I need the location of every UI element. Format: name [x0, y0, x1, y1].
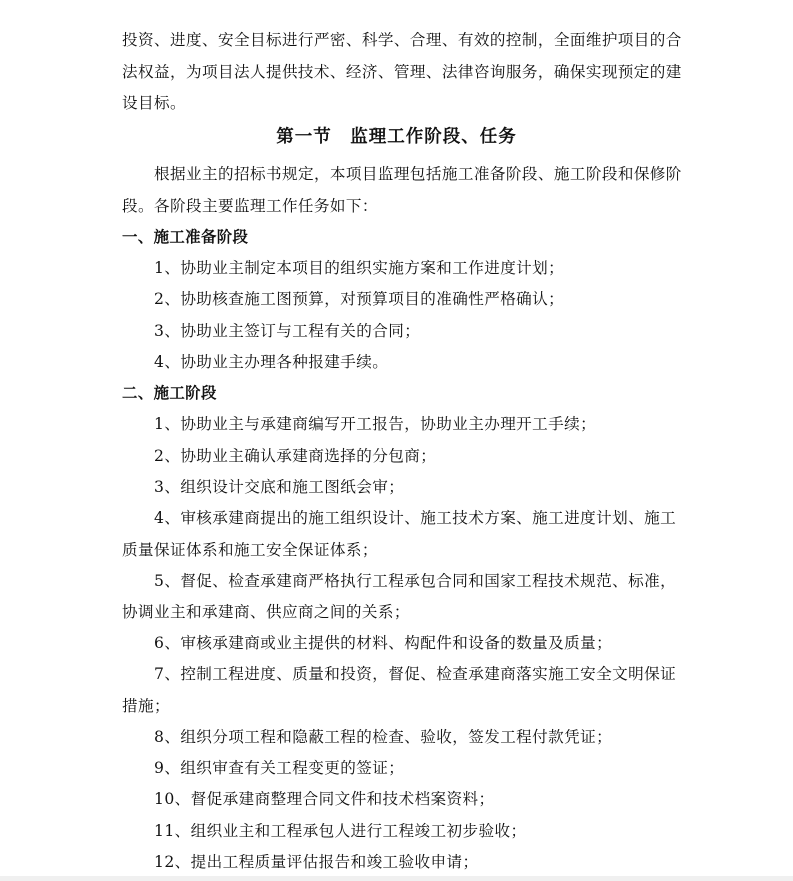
construction-item-1: 1、协助业主与承建商编写开工报告，协助业主办理开工手续； — [154, 415, 597, 433]
construction-item-4-cont: 质量保证体系和施工安全保证体系； — [122, 541, 378, 559]
construction-item-7-cont: 措施； — [122, 697, 170, 715]
page-bottom-edge — [0, 876, 793, 881]
construction-item-9: 9、组织审查有关工程变更的签证； — [154, 759, 405, 777]
construction-item-11: 11、组织业主和工程承包人进行工程竣工初步验收； — [154, 822, 527, 840]
construction-item-12: 12、提出工程质量评估报告和竣工验收申请； — [154, 853, 479, 871]
section-desc-line-1: 根据业主的招标书规定，本项目监理包括施工准备阶段、施工阶段和保修阶 — [154, 165, 682, 183]
prep-item-2: 2、协助核查施工图预算，对预算项目的准确性严格确认； — [154, 290, 565, 308]
intro-line-2: 法权益，为项目法人提供技术、经济、管理、法律咨询服务，确保实现预定的建 — [122, 63, 682, 81]
construction-item-5: 5、督促、检查承建商严格执行工程承包合同和国家工程技术规范、标准， — [154, 572, 677, 590]
prep-item-1: 1、协助业主制定本项目的组织实施方案和工作进度计划； — [154, 259, 565, 277]
construction-item-2: 2、协助业主确认承建商选择的分包商； — [154, 447, 437, 465]
intro-line-3: 设目标。 — [122, 94, 186, 112]
construction-stage-heading: 二、施工阶段 — [122, 384, 217, 402]
construction-item-5-cont: 协调业主和承建商、供应商之间的关系； — [122, 603, 410, 621]
section-title: 第一节 监理工作阶段、任务 — [276, 127, 517, 147]
prep-item-4: 4、协助业主办理各种报建手续。 — [154, 353, 389, 371]
construction-item-6: 6、审核承建商或业主提供的材料、构配件和设备的数量及质量； — [154, 634, 613, 652]
prep-item-3: 3、协助业主签订与工程有关的合同； — [154, 322, 421, 340]
prep-stage-heading: 一、施工准备阶段 — [122, 228, 249, 246]
construction-item-10: 10、督促承建商整理合同文件和技术档案资料； — [154, 790, 495, 808]
construction-item-8: 8、组织分项工程和隐蔽工程的检查、验收，签发工程付款凭证； — [154, 728, 613, 746]
section-desc-line-2: 段。各阶段主要监理工作任务如下： — [122, 197, 378, 215]
construction-item-7: 7、控制工程进度、质量和投资，督促、检查承建商落实施工安全文明保证 — [154, 665, 677, 683]
construction-item-4: 4、审核承建商提出的施工组织设计、施工技术方案、施工进度计划、施工 — [154, 509, 677, 527]
intro-line-1: 投资、进度、安全目标进行严密、科学、合理、有效的控制，全面维护项目的合 — [122, 31, 682, 49]
construction-item-3: 3、组织设计交底和施工图纸会审； — [154, 478, 405, 496]
